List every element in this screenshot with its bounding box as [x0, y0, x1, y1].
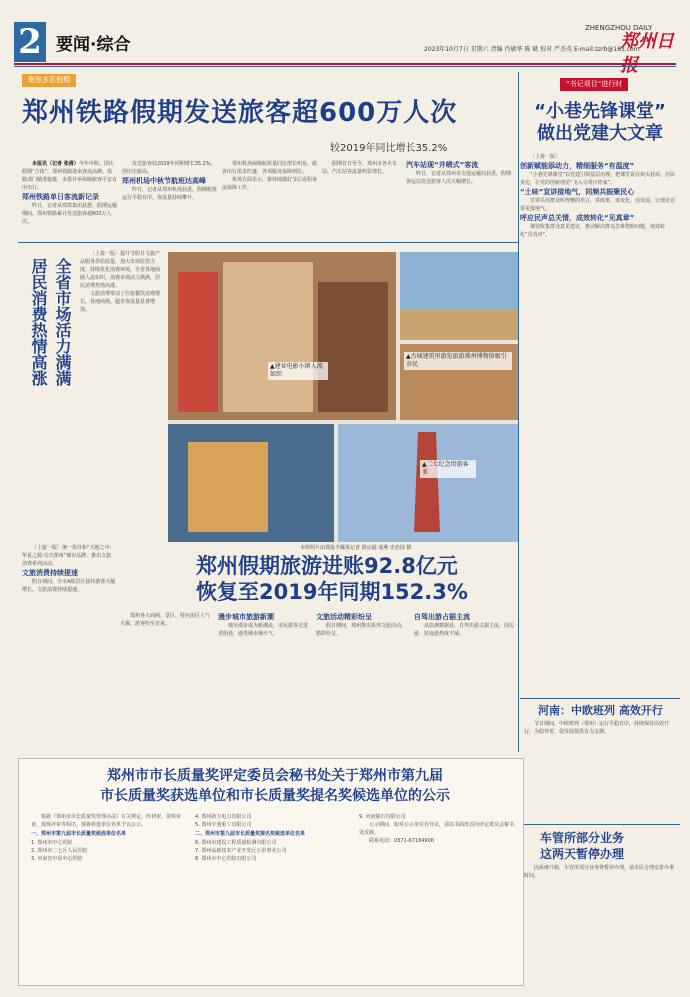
- right-sub-3: 呼应民声总关情，成效转化“见真章”: [520, 214, 635, 223]
- main-headline: 郑州铁路假期发送旅客超600万人次: [22, 98, 458, 128]
- nominee-1: 1. 郑州市中心医院: [31, 840, 73, 846]
- right-headline-2: 做出党建大文章: [537, 123, 663, 145]
- photo-caption-1: ▲古城建筑里游览旅游郑州博物馆吸引市民: [404, 352, 512, 370]
- side-head: 汽车站现“井喷式”客流: [406, 161, 479, 169]
- vertical-story-body: 〔上接一版〕提升节假日文旅产品服务供给质量，加大市场监管力度，持续优化消费环境，全省各地商圈人流如织，消费市场活力满满，居民消费热情高涨。 文旅消费带动了住宿餐饮消费增长，各地商场、超市客流量显著增加。: [80, 251, 161, 313]
- brand-logo: 郑州日: [620, 31, 674, 52]
- right-bottom-divider-2: [520, 824, 680, 825]
- second-section-head-1: 文旅消费持续提速: [22, 569, 78, 577]
- right-bottom-body: 节日期间，中欧班列（郑州）运行平稳有序，持续保持高效开行，为稳外贸、促发展提供有力支撑。: [524, 721, 670, 735]
- right-headline-1: “小巷先锋课堂”: [534, 101, 666, 123]
- header-rule: [14, 63, 676, 65]
- second-headline-2: 恢复至2019年同期152.3%: [196, 580, 468, 604]
- notice-headline-1: 车管所部分业务: [540, 831, 625, 845]
- top-story-column-3: 郑州机场保障航班量同比增长明显，旅客出行需求旺盛，各项服务保障到位。 机场方面表示，将持续做好节后返程客流保障工作。: [222, 161, 317, 191]
- notice-title-2: 市长质量奖获选单位和市长质量奖提名奖候选单位的公示: [100, 788, 450, 804]
- nominee-4: 4. 郑州新力电力有限公司: [195, 814, 252, 820]
- second-story-column-1: 〔上接一版〕统一指导和“天地之中·华夏之源·功夫郑州”城市品牌，推出文旅消费系列活动。 文旅消费持续提速 假日期间，全市A级景区接待游客大幅增长，文旅消费持续提速。: [22, 545, 116, 593]
- notice-list-head-2: 二、郑州市第九届市长质量奖提名奖候选单位名单: [195, 831, 306, 837]
- notice-column-2: [195, 813, 345, 981]
- photo-collage: [168, 252, 518, 542]
- main-subheadline: 较2019年同比增长35.2%: [330, 143, 448, 154]
- right-column-tag: “书记项目”进行时: [560, 78, 628, 91]
- section-title: 要闻·综合: [56, 35, 131, 55]
- vertical-headline-1: 全省市场活力满满: [53, 258, 72, 386]
- nominee-7: 7. 郑州高新技术产业开发区公用事业公司: [195, 848, 287, 854]
- right-sub-2: “土味”宣讲接地气，同频共振聚民心: [520, 188, 635, 197]
- photo-collage-image: [168, 252, 518, 542]
- nominee-2: 2. 郑州市二七区人民医院: [31, 848, 88, 854]
- right-bottom-divider: [520, 698, 680, 699]
- top-story-column-1: 本报讯（记者 张倩）今年中秋、国庆假期“合体”，郑州铁路迎来客流高峰，铁路部门精准施策，多措并举保障旅客平安有序出行。 郑州铁路单日客流新记录 昨日，记者从郑铁集团获悉，假期运输期间，郑州铁路累计发送旅客超600万人次。: [22, 161, 117, 225]
- nominee-8: 8. 郑州市中心医院有限公司: [195, 856, 257, 862]
- page-number: 2: [14, 22, 46, 62]
- notice-contact: 联系电话：0371-67184906: [369, 838, 434, 844]
- nominee-6: 6. 郑州市建设工程质量检测有限公司: [195, 840, 277, 846]
- second-story-column-4: 文旅活动精彩纷呈 假日期间，郑州推出系列文旅活动，精彩纷呈。: [316, 612, 410, 750]
- second-story-column-5: 自驾出游占据主流 从监测数据看，自驾出游占据主流，周边游、短途游热度不减。: [414, 613, 515, 637]
- notice-column-3: 9. 河南烯石有限公司 公示期间，如对公示单位有异议，请以书面形式向评定委员会秘书处反映。 联系电话：0371-67184906: [359, 813, 517, 981]
- right-bottom-headline: 河南：中欧班列 高效开行: [538, 704, 663, 717]
- photo-caption-3: ▲二七纪念塔游客多: [420, 460, 476, 478]
- second-story-column-3: 漫步城市旅游新潮 城市漫步成为新潮流，市民游客走进老街巷，感受城市烟火气。: [218, 612, 312, 750]
- second-section-head-3: 文旅活动精彩纷呈: [316, 613, 372, 621]
- section-head-1: 郑州铁路单日客流新记录: [22, 193, 99, 201]
- section-head-2: 郑州机场中秋节航班达高峰: [122, 177, 206, 185]
- nominee-5: 5. 郑州宇通重工有限公司: [195, 822, 252, 828]
- dateline: 2023年10月7日 星期六 责编 肖敏华 陈 斌 校对 严杰英 E-mail:zzrb@163.com: [424, 46, 640, 53]
- page-header: [0, 0, 690, 70]
- story-divider: [18, 242, 518, 243]
- photo-caption-2: ▲建业电影小镇人流如织: [268, 362, 328, 380]
- nominee-3: 3. 河南省中原中心医院: [31, 856, 83, 862]
- public-notice-box: [18, 758, 524, 986]
- vertical-headline-2: 居民消费热情高涨: [29, 258, 48, 386]
- top-story-column-4: 假期首日至今，郑州市各火车站、汽车站客流量明显增长。: [322, 161, 398, 175]
- top-story-column-5: 汽车站现“井喷式”客流 昨日，记者从郑州市交通运输局获悉，假期客运站发送旅客人次大幅增长。: [406, 160, 514, 238]
- byline: 本报讯（记者 张倩）: [32, 161, 79, 167]
- header-rule-thin: [14, 66, 676, 67]
- brand-english: ZHENGZHOU DAILY: [585, 24, 653, 32]
- notice-list-head-1: 一、郑州市第九届市长质量奖候选单位名单: [31, 831, 127, 837]
- notice-title-1: 郑州市市长质量奖评定委员会秘书处关于郑州市第九届: [107, 768, 443, 784]
- notice-headline-2: 这两天暂停办理: [540, 847, 625, 861]
- second-section-head-4: 自驾出游占据主流: [414, 613, 470, 621]
- notice-column-1: 根据《郑州市市长质量奖管理办法》有关规定，经初审、资料审查、现场评审等程序，现将候选单位名单予以公示。 一、郑州市第九届市长质量奖候选单位名单 1. 郑州市中心医院 2. 郑州市二七区人民医院 3. 河南省中原中心医院: [31, 814, 181, 862]
- topic-tag: 聚焦多彩假期: [22, 74, 76, 87]
- notice-body: 因系统升级，车管所部分业务将暂停办理，请市民合理安排办事时间。: [524, 865, 675, 879]
- second-headline-1: 郑州假期旅游进账92.8亿元: [196, 554, 458, 578]
- top-story-column-2: 发送旅客较2019年同期增长35.2%，创历史新高。 郑州机场中秋节航班达高峰 昨日，记者从郑州机场获悉，假期航班运行平稳有序，客流量持续攀升。: [122, 161, 217, 201]
- second-section-head-2: 漫步城市旅游新潮: [218, 613, 274, 621]
- nominee-9: 9. 河南烯石有限公司: [359, 814, 406, 820]
- right-lead: 〔上接一版〕: [530, 154, 561, 161]
- second-story-column-2: 郑州各大商圈、景区、特色街区人气火爆，游客纷至沓来。: [120, 613, 211, 627]
- right-column-divider: [518, 72, 519, 752]
- right-sub-1: 创新赋能添动力，精细服务“有温度”: [520, 162, 635, 171]
- photo-credit: 本组照片由郑报全媒体记者 徐宗福 成燕 史治国 摄: [300, 545, 412, 551]
- right-column-body: 〔上接一版〕 创新赋能添动力，精细服务“有温度” “小巷先锋课堂”以党建引领基层治理，把课堂设在街头巷尾、居民身边，让党的创新理论“飞入寻常百姓家”。 “土味”宣讲接地气，同频共振聚民心 宣讲员用群众听得懂的语言，讲政策、谈变化、话发展，让理论宣讲更接地气。 呼应民声总关情，成效转化“见真章” 课堂收集群众意见建议，推动解决群众急难愁盼问题，成效转化“见真章”。: [520, 154, 676, 239]
